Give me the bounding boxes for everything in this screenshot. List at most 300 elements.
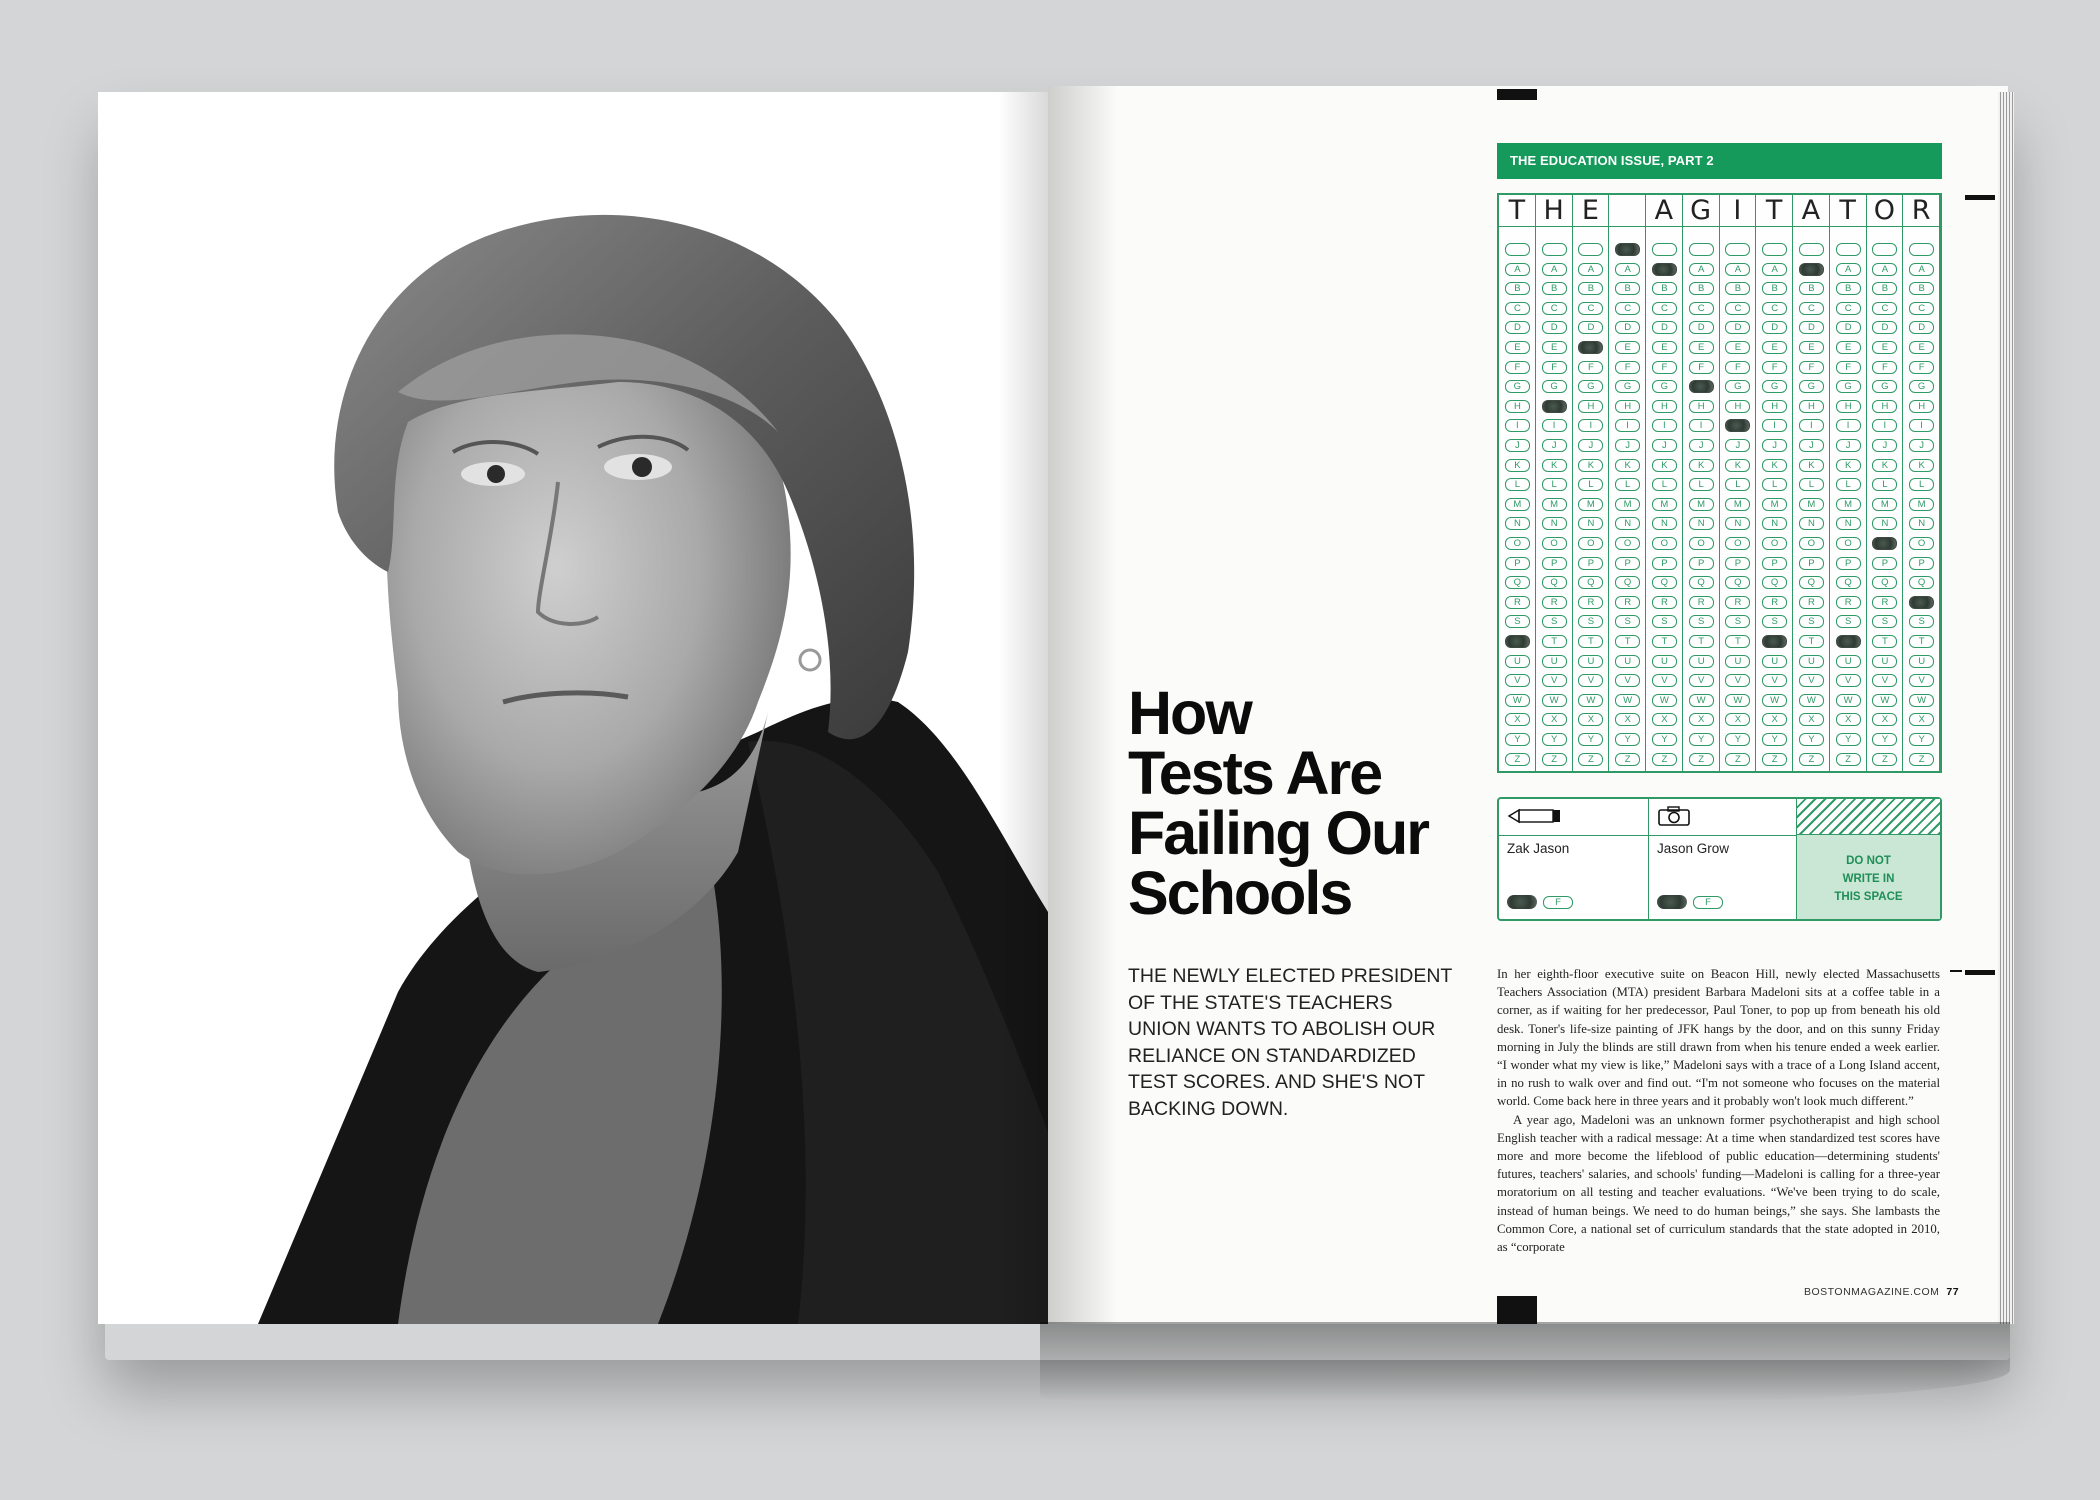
- letter-bubble: U: [1615, 655, 1640, 668]
- letter-bubble: S: [1836, 615, 1861, 628]
- letter-bubble: A: [1872, 263, 1897, 276]
- letter-bubble: F: [1542, 361, 1567, 374]
- column-body: [1903, 227, 1940, 771]
- letter-bubble: N: [1542, 517, 1567, 530]
- letter-bubble: K: [1762, 459, 1787, 472]
- letter-bubble: A: [1542, 263, 1567, 276]
- letter-bubble: X: [1836, 713, 1861, 726]
- letter-bubble: X: [1872, 713, 1897, 726]
- letter-bubble: N: [1909, 517, 1934, 530]
- blank-bubble: [1872, 243, 1897, 256]
- column-body: [1720, 227, 1757, 771]
- letter-bubble: W: [1762, 694, 1787, 707]
- letter-bubble: P: [1762, 557, 1787, 570]
- letter-bubble: A: [1578, 263, 1603, 276]
- letter-bubble: D: [1652, 321, 1677, 334]
- letter-bubble: B: [1836, 282, 1861, 295]
- letter-bubble: D: [1799, 321, 1824, 334]
- f-bubble: F: [1543, 896, 1573, 909]
- letter-bubble: T: [1725, 635, 1750, 648]
- letter-bubble: F: [1615, 361, 1640, 374]
- column-body: [1536, 227, 1573, 771]
- letter-bubble: M: [1762, 498, 1787, 511]
- letter-bubble: X: [1799, 713, 1824, 726]
- letter-bubble: S: [1542, 615, 1567, 628]
- letter-bubble: B: [1762, 282, 1787, 295]
- letter-bubble: B: [1578, 282, 1603, 295]
- letter-bubble: N: [1615, 517, 1640, 530]
- letter-bubble: D: [1689, 321, 1714, 334]
- registration-mark: [1965, 970, 1995, 975]
- letter-bubble: P: [1725, 557, 1750, 570]
- page-number: 77: [1946, 1286, 1960, 1298]
- letter-bubble: X: [1762, 713, 1787, 726]
- letter-bubble: X: [1725, 713, 1750, 726]
- blank-bubble: [1762, 243, 1787, 256]
- letter-bubble: S: [1799, 615, 1824, 628]
- letter-bubble: R: [1762, 596, 1787, 609]
- letter-bubble: S: [1872, 615, 1897, 628]
- letter-bubble: V: [1836, 674, 1861, 687]
- filled-bubble: [1578, 341, 1603, 354]
- deck: THE NEWLY ELECTED PRESIDENT OF THE STATE'S TEACHERS UNION WANTS TO ABOLISH OUR RELIANCE ON STANDARDIZED TEST SCORES. AND SHE'S NOT BACKING DOWN.: [1128, 965, 1452, 1120]
- letter-bubble: N: [1578, 517, 1603, 530]
- letter-bubble: T: [1542, 635, 1567, 648]
- letter-bubble: I: [1689, 419, 1714, 432]
- letter-bubble: V: [1578, 674, 1603, 687]
- letter-bubble: T: [1689, 635, 1714, 648]
- letter-bubble: H: [1762, 400, 1787, 413]
- letter-bubble: U: [1578, 655, 1603, 668]
- letter-bubble: Z: [1909, 753, 1934, 766]
- letter-bubble: G: [1652, 380, 1677, 393]
- letter-bubble: L: [1725, 478, 1750, 491]
- body-paragraph: In her eighth-floor executive suite on Beacon Hill, newly elected Massachusetts Teachers Association (MTA) president Barbara Madeloni sits at a coffee table in a corner, as if waiting for her predecessor, Paul Toner, to pop up from beneath his old desk. Toner's life-size painting of JFK hangs by the door, and on this sunny Friday morning in July the blinds are still drawn from when his tenure ended a week earlier. “I wonder what my view is like,” Madeloni says with a trace of a Long Island accent, in no rush to walk over and find out. “I'm not someone who focuses on the material world. Come back here in three years and it probably won't look much different.”: [1497, 967, 1940, 1109]
- registration-mark: [1950, 970, 1962, 972]
- letter-bubble: W: [1725, 694, 1750, 707]
- letter-bubble: O: [1689, 537, 1714, 550]
- letter-bubble: R: [1725, 596, 1750, 609]
- letter-bubble: C: [1909, 302, 1934, 315]
- letter-bubble: V: [1799, 674, 1824, 687]
- letter-bubble: J: [1578, 439, 1603, 452]
- letter-bubble: I: [1909, 419, 1934, 432]
- letter-bubble: Z: [1542, 753, 1567, 766]
- do-not-write-line: THIS SPACE: [1834, 891, 1903, 903]
- column-body: [1499, 227, 1536, 771]
- letter-bubble: B: [1505, 282, 1530, 295]
- letter-bubble: W: [1578, 694, 1603, 707]
- letter-bubble: Q: [1652, 576, 1677, 589]
- letter-bubble: D: [1872, 321, 1897, 334]
- letter-bubble: Y: [1799, 733, 1824, 746]
- letter-bubble: X: [1615, 713, 1640, 726]
- letter-bubble: R: [1542, 596, 1567, 609]
- letter-bubble: W: [1542, 694, 1567, 707]
- letter-bubble: B: [1909, 282, 1934, 295]
- letter-bubble: W: [1689, 694, 1714, 707]
- letter-bubble: Z: [1799, 753, 1824, 766]
- letter-bubble: F: [1799, 361, 1824, 374]
- column-letter: R: [1903, 195, 1940, 227]
- letter-bubble: F: [1836, 361, 1861, 374]
- letter-bubble: J: [1836, 439, 1861, 452]
- letter-bubble: A: [1725, 263, 1750, 276]
- letter-bubble: R: [1578, 596, 1603, 609]
- letter-bubble: B: [1689, 282, 1714, 295]
- blank-bubble: [1799, 243, 1824, 256]
- letter-bubble: T: [1652, 635, 1677, 648]
- letter-bubble: L: [1689, 478, 1714, 491]
- letter-bubble: V: [1872, 674, 1897, 687]
- column-body: [1683, 227, 1720, 771]
- letter-bubble: U: [1689, 655, 1714, 668]
- letter-bubble: N: [1652, 517, 1677, 530]
- letter-bubble: O: [1652, 537, 1677, 550]
- letter-bubble: V: [1615, 674, 1640, 687]
- letter-bubble: C: [1725, 302, 1750, 315]
- filled-bubble: [1909, 596, 1934, 609]
- letter-bubble: E: [1689, 341, 1714, 354]
- column-letter: G: [1683, 195, 1720, 227]
- filled-bubble: [1542, 400, 1567, 413]
- letter-bubble: E: [1652, 341, 1677, 354]
- letter-bubble: R: [1505, 596, 1530, 609]
- article-body: [1497, 965, 1940, 1256]
- letter-bubble: I: [1836, 419, 1861, 432]
- letter-bubble: P: [1909, 557, 1934, 570]
- letter-bubble: H: [1836, 400, 1861, 413]
- letter-bubble: Q: [1836, 576, 1861, 589]
- letter-bubble: M: [1872, 498, 1897, 511]
- letter-bubble: K: [1505, 459, 1530, 472]
- camera-icon: [1657, 805, 1691, 827]
- letter-bubble: U: [1505, 655, 1530, 668]
- letter-bubble: R: [1652, 596, 1677, 609]
- letter-bubble: Q: [1909, 576, 1934, 589]
- letter-bubble: W: [1615, 694, 1640, 707]
- column-body: [1830, 227, 1867, 771]
- letter-bubble: L: [1909, 478, 1934, 491]
- answer-column: [1573, 195, 1610, 771]
- letter-bubble: Y: [1725, 733, 1750, 746]
- letter-bubble: S: [1762, 615, 1787, 628]
- letter-bubble: Y: [1909, 733, 1934, 746]
- letter-bubble: H: [1578, 400, 1603, 413]
- letter-bubble: K: [1689, 459, 1714, 472]
- letter-bubble: C: [1799, 302, 1824, 315]
- letter-bubble: J: [1652, 439, 1677, 452]
- letter-bubble: R: [1872, 596, 1897, 609]
- letter-bubble: Y: [1689, 733, 1714, 746]
- letter-bubble: D: [1762, 321, 1787, 334]
- letter-bubble: H: [1689, 400, 1714, 413]
- left-page: [98, 92, 1048, 1324]
- registration-mark: [1965, 195, 1995, 200]
- letter-bubble: F: [1689, 361, 1714, 374]
- letter-bubble: C: [1836, 302, 1861, 315]
- letter-bubble: Z: [1762, 753, 1787, 766]
- letter-bubble: K: [1542, 459, 1567, 472]
- filled-bubble: [1507, 895, 1537, 909]
- letter-bubble: G: [1799, 380, 1824, 393]
- filled-bubble: [1762, 635, 1787, 648]
- letter-bubble: M: [1909, 498, 1934, 511]
- filled-bubble: [1725, 419, 1750, 432]
- registration-mark: [1497, 1296, 1537, 1324]
- letter-bubble: E: [1542, 341, 1567, 354]
- letter-bubble: I: [1542, 419, 1567, 432]
- letter-bubble: K: [1836, 459, 1861, 472]
- letter-bubble: I: [1762, 419, 1787, 432]
- letter-bubble: F: [1505, 361, 1530, 374]
- letter-bubble: N: [1799, 517, 1824, 530]
- letter-bubble: U: [1909, 655, 1934, 668]
- letter-bubble: H: [1799, 400, 1824, 413]
- letter-bubble: S: [1725, 615, 1750, 628]
- letter-bubble: Z: [1836, 753, 1861, 766]
- letter-bubble: Q: [1615, 576, 1640, 589]
- letter-bubble: V: [1909, 674, 1934, 687]
- letter-bubble: W: [1836, 694, 1861, 707]
- right-gutter-shade: [1048, 86, 1118, 1324]
- letter-bubble: P: [1836, 557, 1861, 570]
- letter-bubble: I: [1505, 419, 1530, 432]
- letter-bubble: Q: [1689, 576, 1714, 589]
- letter-bubble: H: [1505, 400, 1530, 413]
- letter-bubble: U: [1799, 655, 1824, 668]
- letter-bubble: I: [1799, 419, 1824, 432]
- letter-bubble: C: [1652, 302, 1677, 315]
- folio: [1804, 1286, 1959, 1298]
- letter-bubble: N: [1872, 517, 1897, 530]
- column-body: [1573, 227, 1610, 771]
- letter-bubble: M: [1725, 498, 1750, 511]
- letter-bubble: L: [1542, 478, 1567, 491]
- letter-bubble: S: [1689, 615, 1714, 628]
- letter-bubble: V: [1725, 674, 1750, 687]
- blank-bubble: [1909, 243, 1934, 256]
- letter-bubble: Z: [1725, 753, 1750, 766]
- letter-bubble: O: [1799, 537, 1824, 550]
- letter-bubble: C: [1762, 302, 1787, 315]
- blank-bubble: [1542, 243, 1567, 256]
- letter-bubble: O: [1725, 537, 1750, 550]
- letter-bubble: P: [1689, 557, 1714, 570]
- letter-bubble: E: [1872, 341, 1897, 354]
- letter-bubble: L: [1578, 478, 1603, 491]
- letter-bubble: S: [1505, 615, 1530, 628]
- letter-bubble: A: [1836, 263, 1861, 276]
- letter-bubble: S: [1909, 615, 1934, 628]
- letter-bubble: P: [1505, 557, 1530, 570]
- letter-bubble: V: [1542, 674, 1567, 687]
- letter-bubble: A: [1615, 263, 1640, 276]
- letter-bubble: D: [1578, 321, 1603, 334]
- letter-bubble: G: [1762, 380, 1787, 393]
- letter-bubble: J: [1909, 439, 1934, 452]
- letter-bubble: M: [1836, 498, 1861, 511]
- column-letter: E: [1573, 195, 1610, 227]
- headline-line: How: [1128, 679, 1251, 747]
- letter-bubble: K: [1799, 459, 1824, 472]
- letter-bubble: D: [1505, 321, 1530, 334]
- letter-bubble: X: [1909, 713, 1934, 726]
- filled-bubble: [1836, 635, 1861, 648]
- headline-line: Failing Our: [1128, 799, 1428, 867]
- letter-bubble: V: [1762, 674, 1787, 687]
- letter-bubble: E: [1799, 341, 1824, 354]
- letter-bubble: U: [1542, 655, 1567, 668]
- page-edges: [1998, 92, 2014, 1324]
- letter-bubble: X: [1652, 713, 1677, 726]
- letter-bubble: J: [1725, 439, 1750, 452]
- letter-bubble: L: [1652, 478, 1677, 491]
- left-gutter-shade: [998, 92, 1048, 1324]
- blank-bubble: [1652, 243, 1677, 256]
- letter-bubble: N: [1762, 517, 1787, 530]
- letter-bubble: L: [1799, 478, 1824, 491]
- filled-bubble: [1872, 537, 1897, 550]
- letter-bubble: Z: [1652, 753, 1677, 766]
- writer-name: Zak Jason: [1507, 841, 1570, 856]
- letter-bubble: L: [1836, 478, 1861, 491]
- letter-bubble: U: [1836, 655, 1861, 668]
- letter-bubble: X: [1689, 713, 1714, 726]
- letter-bubble: I: [1652, 419, 1677, 432]
- answer-sheet-grid: [1497, 193, 1942, 773]
- blank-bubble: [1505, 243, 1530, 256]
- letter-bubble: E: [1762, 341, 1787, 354]
- letter-bubble: Z: [1615, 753, 1640, 766]
- letter-bubble: H: [1909, 400, 1934, 413]
- letter-bubble: S: [1615, 615, 1640, 628]
- letter-bubble: U: [1725, 655, 1750, 668]
- letter-bubble: A: [1505, 263, 1530, 276]
- photographer-name: Jason Grow: [1657, 841, 1730, 856]
- answer-column: [1793, 195, 1830, 771]
- column-letter: O: [1867, 195, 1904, 227]
- letter-bubble: G: [1615, 380, 1640, 393]
- section-banner: THE EDUCATION ISSUE, PART 2: [1497, 143, 1942, 179]
- letter-bubble: Q: [1762, 576, 1787, 589]
- letter-bubble: K: [1652, 459, 1677, 472]
- letter-bubble: F: [1762, 361, 1787, 374]
- letter-bubble: Y: [1505, 733, 1530, 746]
- letter-bubble: J: [1872, 439, 1897, 452]
- column-body: [1609, 227, 1646, 771]
- letter-bubble: O: [1505, 537, 1530, 550]
- letter-bubble: C: [1615, 302, 1640, 315]
- letter-bubble: Z: [1505, 753, 1530, 766]
- letter-bubble: R: [1799, 596, 1824, 609]
- letter-bubble: F: [1652, 361, 1677, 374]
- headline-line: Schools: [1128, 859, 1352, 927]
- do-not-write-line: DO NOT: [1846, 855, 1891, 867]
- letter-bubble: D: [1836, 321, 1861, 334]
- letter-bubble: F: [1725, 361, 1750, 374]
- letter-bubble: O: [1909, 537, 1934, 550]
- answer-column: [1536, 195, 1573, 771]
- do-not-write-line: WRITE IN: [1842, 873, 1895, 885]
- letter-bubble: W: [1909, 694, 1934, 707]
- letter-bubble: J: [1505, 439, 1530, 452]
- column-body: [1867, 227, 1904, 771]
- letter-bubble: H: [1872, 400, 1897, 413]
- letter-bubble: J: [1542, 439, 1567, 452]
- column-letter: T: [1830, 195, 1867, 227]
- letter-bubble: T: [1909, 635, 1934, 648]
- column-letter: [1609, 195, 1646, 227]
- letter-bubble: J: [1689, 439, 1714, 452]
- letter-bubble: B: [1615, 282, 1640, 295]
- blank-bubble: [1578, 243, 1603, 256]
- column-body: [1646, 227, 1683, 771]
- filled-bubble: [1505, 635, 1530, 648]
- letter-bubble: H: [1725, 400, 1750, 413]
- letter-bubble: P: [1652, 557, 1677, 570]
- letter-bubble: O: [1762, 537, 1787, 550]
- writer-cell: [1499, 799, 1649, 919]
- answer-column: [1683, 195, 1720, 771]
- letter-bubble: W: [1505, 694, 1530, 707]
- letter-bubble: E: [1909, 341, 1934, 354]
- answer-column: [1499, 195, 1536, 771]
- letter-bubble: A: [1909, 263, 1934, 276]
- column-letter: T: [1499, 195, 1536, 227]
- letter-bubble: C: [1542, 302, 1567, 315]
- letter-bubble: M: [1542, 498, 1567, 511]
- headline-line: Tests Are: [1128, 739, 1382, 807]
- letter-bubble: Q: [1799, 576, 1824, 589]
- answer-column: [1903, 195, 1940, 771]
- letter-bubble: W: [1652, 694, 1677, 707]
- letter-bubble: J: [1762, 439, 1787, 452]
- letter-bubble: G: [1725, 380, 1750, 393]
- letter-bubble: M: [1652, 498, 1677, 511]
- letter-bubble: L: [1505, 478, 1530, 491]
- column-body: [1756, 227, 1793, 771]
- letter-bubble: P: [1615, 557, 1640, 570]
- letter-bubble: K: [1909, 459, 1934, 472]
- filled-bubble: [1615, 243, 1640, 256]
- letter-bubble: Q: [1542, 576, 1567, 589]
- letter-bubble: X: [1505, 713, 1530, 726]
- letter-bubble: W: [1872, 694, 1897, 707]
- answer-column: [1867, 195, 1904, 771]
- blank-bubble: [1836, 243, 1861, 256]
- blank-bubble: [1725, 243, 1750, 256]
- filled-bubble: [1652, 263, 1677, 276]
- credits-box: [1497, 797, 1942, 921]
- portrait-photo: [98, 92, 1048, 1324]
- writer-icon-row: [1499, 799, 1648, 836]
- letter-bubble: L: [1872, 478, 1897, 491]
- blank-bubble: [1689, 243, 1714, 256]
- letter-bubble: Q: [1872, 576, 1897, 589]
- letter-bubble: Y: [1762, 733, 1787, 746]
- letter-bubble: V: [1652, 674, 1677, 687]
- column-letter: A: [1793, 195, 1830, 227]
- letter-bubble: E: [1615, 341, 1640, 354]
- letter-bubble: E: [1836, 341, 1861, 354]
- letter-bubble: Z: [1689, 753, 1714, 766]
- filled-bubble: [1689, 380, 1714, 393]
- letter-bubble: P: [1578, 557, 1603, 570]
- letter-bubble: Q: [1725, 576, 1750, 589]
- letter-bubble: L: [1762, 478, 1787, 491]
- letter-bubble: N: [1725, 517, 1750, 530]
